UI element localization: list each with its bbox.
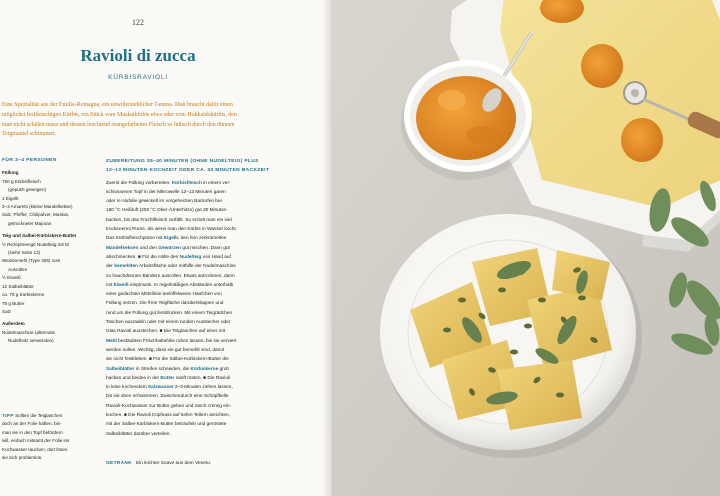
page-number: 122 (132, 18, 144, 27)
ingredient-line: getrockneter Majoran (8, 220, 52, 226)
method-line (106, 225, 286, 234)
ingredient-keyword: Kürbisfleisch (171, 180, 202, 186)
method-text-run: in leise kochendem (106, 385, 148, 391)
method-text-run: mit der Salbei-Kürbiskern-Butter beträufeln und geröstete (106, 422, 227, 428)
method-line (106, 411, 286, 420)
method-text-run: bestäubten Frischhaltefolie ruhen lassen, bis sie serviert (116, 338, 237, 344)
ravioli-photo (332, 0, 720, 496)
method-text-run: hacken und beides in der (106, 375, 161, 381)
method-line (106, 374, 286, 383)
intro-line: möglichst festfleischigen Kürbis, ein Stück vom Muskatkürbis etwa oder vom Hokkaidokürbis, den (2, 111, 237, 118)
intro-line: man nicht schälen muss und dessen leuchtend orangefarbenes Fleisch so hübsch durch den dünnen (2, 121, 235, 128)
method-text-run: Zuerst die Füllung vorbereiten: (106, 180, 172, 186)
tip-line: Kochwasser tauchen, dort lösen (2, 446, 68, 452)
drink-label: GETRÄNK (106, 461, 132, 466)
method-text-run: trockeneres Püree, als wenn man den Kürbis in Wasser kocht. (106, 227, 238, 233)
method-line (106, 337, 286, 346)
tip-box (2, 412, 94, 462)
ingredient-line: Weizenmehl (Type 405) zum (2, 258, 61, 264)
ingredient-line: 75 g Butter (2, 300, 25, 306)
method-text-run: Arbeitsfläche oder mithilfe der Nudelmaschine (137, 264, 236, 270)
ingredient-line: Nudelholz verwenden) (8, 338, 54, 344)
method-line (106, 262, 286, 271)
method-text-run: werden sollen. Wichtig, dass sie gut bemehlt sind, damit (106, 347, 225, 353)
ingredient-keyword: Salbeiblätter (106, 366, 135, 372)
method-text-run: und den (138, 245, 159, 251)
method-line (106, 318, 286, 327)
method-line (106, 216, 286, 225)
ingredient-keyword: bemehlten (114, 264, 138, 270)
method-text-run: sanft rösten. ■ Die Ravioli (174, 375, 231, 381)
method-text-run: gut mischen. Dann gut (181, 245, 230, 251)
method-text-run: kochen. ■ Die Ravioli tropfnass auf tiefen Tellern anrichten, (106, 413, 230, 419)
method-text-run: Salbeiblätter darüber verteilen. (106, 431, 171, 437)
intro-line: Teigmantel schimmert. (2, 131, 57, 138)
method-line (106, 299, 286, 308)
tip-line: sie sich problemlos. (2, 455, 43, 461)
recipe-title: Ravioli di zucca (80, 46, 196, 65)
method-text-run: Füllung setzen. Die freie Teigfläche darüberklappen und (106, 301, 224, 307)
intro-paragraph (2, 101, 330, 140)
method-line (106, 179, 286, 188)
method-text-run: in einem ver- (201, 180, 231, 186)
method-line (106, 272, 286, 281)
filling-heading: Füllung (2, 170, 19, 176)
ingredient-keyword: Nudelteig (179, 254, 202, 260)
intro-line: Eine Spezialität aus der Emilia-Romagna, ein unwiderstehlicher Genuss. Man braucht dafür einen (2, 102, 233, 108)
method-text-run: schlossenen Topf in der Mikrowelle 12–13 Minuten garen (106, 189, 226, 195)
method-line (106, 188, 286, 197)
ingredient-keyword: Kürbiskerne (190, 366, 219, 372)
ingredient-line: 12 Salbeiblätter (2, 283, 34, 289)
ingredient-line: (geputzt gewogen) (8, 187, 47, 193)
dough-heading: Teig und Salbei-Kürbiskern-Butter (2, 233, 77, 239)
method-line (106, 392, 286, 401)
ingredient-line: ca. 75 g Kürbiskerne (2, 292, 45, 298)
method-text-run: backen, bis das Fruchtfleisch zerfällt. So erzielt man ein viel (106, 217, 232, 223)
recipe-subtitle: KÜRBISRAVIOLI (108, 74, 168, 81)
ingredients-column (2, 157, 94, 346)
ingredient-keyword: Salzwasser (147, 385, 174, 391)
method-line (106, 253, 286, 262)
method-text-run: bis sie oben schwimmen. Zwischendurch eine Schöpfkelle (106, 394, 229, 400)
ingredient-line: Salz (2, 308, 11, 314)
method-line (106, 234, 286, 243)
tip-line: doch an der Folie haften, bis- (2, 421, 62, 427)
method-text-run: der (106, 264, 115, 270)
ingredient-line: ½ Eiweiß (2, 275, 21, 281)
tip-line: TIPP Sollten die Teigtaschen (2, 413, 63, 418)
ingredient-line: 1 Eigelb (2, 195, 19, 201)
method-line (106, 309, 286, 318)
method-text-run: Ravioli-Kochwasser zur Butter geben und rasch cremig ein- (106, 403, 232, 409)
method-line (106, 281, 286, 290)
tip-label: TIPP (2, 413, 14, 418)
method-line (106, 430, 286, 439)
method-line (106, 290, 286, 299)
method-text-run: rund um die Füllung gut festdrücken. Mit einem Teigrädchen (106, 310, 233, 316)
method-text-run: Glas Ravioli ausstechen. ■ Die Teigtaschen auf einer mit (106, 329, 225, 335)
method-line (106, 206, 286, 215)
method-text-run: einpinseln. In regelmäßigen Abständen unterhalb (128, 282, 234, 288)
ingredient-line: Ausrollen (8, 266, 28, 272)
method-text-run: in Streifen schneiden, die (134, 366, 191, 372)
ingredient-keyword: Gewürzen (158, 245, 181, 251)
method-line (106, 402, 286, 411)
ingredient-keyword: Butter (160, 375, 175, 381)
servings-heading: FÜR 3–4 PERSONEN (2, 158, 57, 163)
ingredient-line: (siehe Seite 12) (8, 250, 41, 256)
method-column (106, 157, 286, 439)
method-line (106, 197, 286, 206)
method-line (106, 383, 286, 392)
method-text-run: Das Kürbisfleischpüree mit (106, 236, 164, 242)
method-text (106, 179, 286, 439)
ingredient-line: 2–3 Amaretti (kleine Mandelkekse) (2, 204, 73, 210)
ingredient-line: Salz, Pfeffer, Chilipulver, Muskat, (2, 212, 70, 218)
method-text-run: mit (106, 282, 114, 288)
ingredient-keyword: Eiweiß (113, 282, 129, 288)
drink-text: Ein leichter Soave aus dem Veneto. (135, 461, 212, 466)
method-text-run: 2–3 Minuten ziehen lassen, (173, 385, 233, 391)
text-page (0, 0, 332, 496)
ingredient-line: 750 g Kürbisfleisch (2, 178, 41, 184)
method-line (106, 244, 286, 253)
method-line (106, 346, 286, 355)
prep-heading: ZUBEREITUNG 35–40 MINUTEN (OHNE NUDELTEIG) PLUS (106, 159, 259, 164)
method-text-run: , den fein zerkrümelten (178, 236, 227, 242)
method-text-run: sie nicht festkleben. ■ Für die Salbei-Kürbiskern-Butter die (106, 357, 229, 363)
method-line (106, 355, 286, 364)
method-line (106, 327, 286, 336)
method-text-run: von Hand auf (201, 254, 231, 260)
ingredient-line: ½ Rezeptmenge Nudelteig mit Ei (2, 241, 70, 247)
method-text-run: zu hauchdünnen Bändern ausrollen. Etwas antrocknen, dann (106, 273, 235, 279)
tip-line: man sie in den Topf befördern (2, 429, 63, 435)
ingredient-keyword: Eigelb (163, 236, 179, 242)
ingredient-line: Nudelmaschine (alternativ (2, 329, 56, 335)
prep-heading: 12–13 MINUTEN KOCHZEIT ODER CA. 30 MINUTEN BACKZEIT (106, 168, 270, 174)
method-text-run: Taschen ausradeln oder mit einem runden Ausstecher oder (106, 320, 231, 326)
method-text-run: oder in Alufolie gewickelt im vorgeheizten Backofen bei (106, 199, 222, 205)
method-line (106, 420, 286, 429)
method-text-run: einer gedachten Mittellinie teelöffelweise Häufchen von (106, 292, 222, 298)
ingredient-keyword: Mandelkeksen (106, 245, 139, 251)
ingredient-keyword: Mehl (106, 338, 117, 344)
extra-heading: Außerdem (2, 321, 25, 327)
drink-pairing (106, 461, 306, 466)
method-text-run: abschmecken. ■ Für die Hülle den (106, 254, 180, 260)
method-line (106, 365, 286, 374)
tip-line: will, einfach mitsamt der Folie ins (2, 438, 70, 444)
method-text-run: grob (218, 366, 230, 372)
method-text-run: 180 °C Heißluft (200 °C Ober-/Unterhitze) gut 30 Minuten (106, 208, 227, 214)
